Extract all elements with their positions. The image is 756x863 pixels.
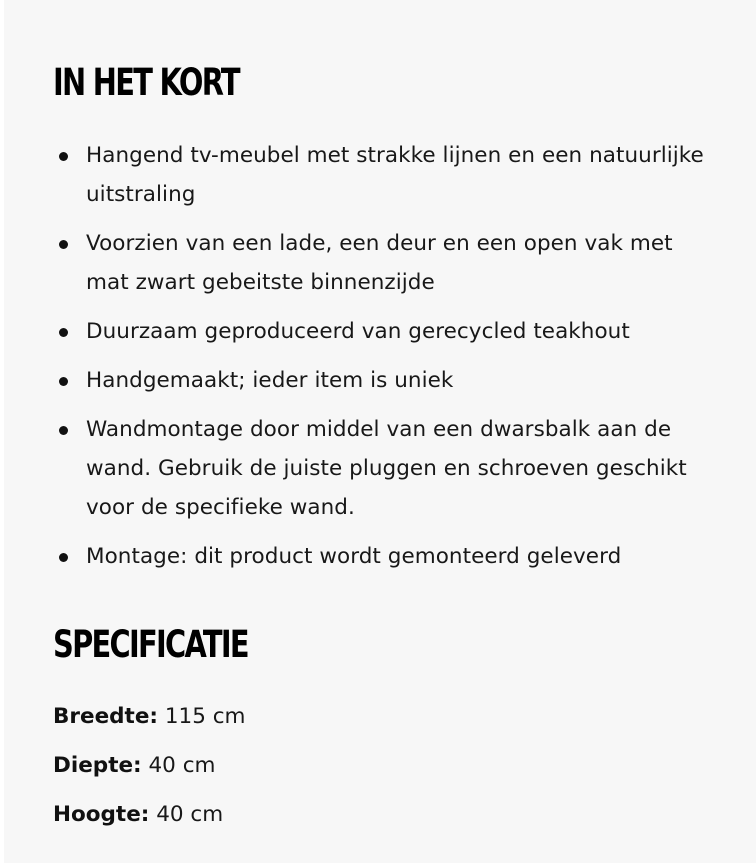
- summary-item-text: Montage: dit product wordt gemonteerd geleverd: [86, 544, 622, 569]
- bullet-icon: [59, 152, 68, 161]
- product-info-panel: [4, 0, 756, 863]
- spec-value: 40 cm: [156, 802, 224, 827]
- summary-item-text: Wandmontage door middel van een dwarsbalk aan de wand. Gebruik de juiste pluggen en schroeven geschikt voor de specifieke wand.: [86, 417, 687, 520]
- spec-label: Breedte:: [53, 704, 159, 729]
- bullet-icon: [59, 553, 68, 562]
- summary-item-text: Handgemaakt; ieder item is uniek: [86, 368, 454, 393]
- summary-item-text: Duurzaam geproduceerd van gerecycled teakhout: [86, 319, 630, 344]
- bullet-icon: [59, 240, 68, 249]
- section-title-specificatie: SPECIFICATIE: [53, 623, 248, 666]
- summary-item-text: Hangend tv-meubel met strakke lijnen en een natuurlijke uitstraling: [86, 143, 704, 207]
- section-title-in-het-kort: IN HET KORT: [53, 61, 239, 104]
- spec-row-breedte: [53, 697, 246, 736]
- summary-list: [53, 136, 721, 586]
- summary-item: [53, 361, 721, 400]
- summary-item: [53, 224, 721, 302]
- summary-item: [53, 136, 721, 214]
- bullet-icon: [59, 377, 68, 386]
- specifications-list: [53, 697, 246, 844]
- summary-item: [53, 312, 721, 351]
- summary-item: [53, 410, 721, 527]
- spec-value: 40 cm: [148, 753, 216, 778]
- summary-item: [53, 537, 721, 576]
- spec-label: Diepte:: [53, 753, 142, 778]
- spec-row-hoogte: [53, 795, 246, 834]
- spec-value: 115 cm: [164, 704, 246, 729]
- spec-label: Hoogte:: [53, 802, 150, 827]
- bullet-icon: [59, 426, 68, 435]
- summary-item-text: Voorzien van een lade, een deur en een open vak met mat zwart gebeitste binnenzijde: [86, 231, 673, 295]
- bullet-icon: [59, 328, 68, 337]
- spec-row-diepte: [53, 746, 246, 785]
